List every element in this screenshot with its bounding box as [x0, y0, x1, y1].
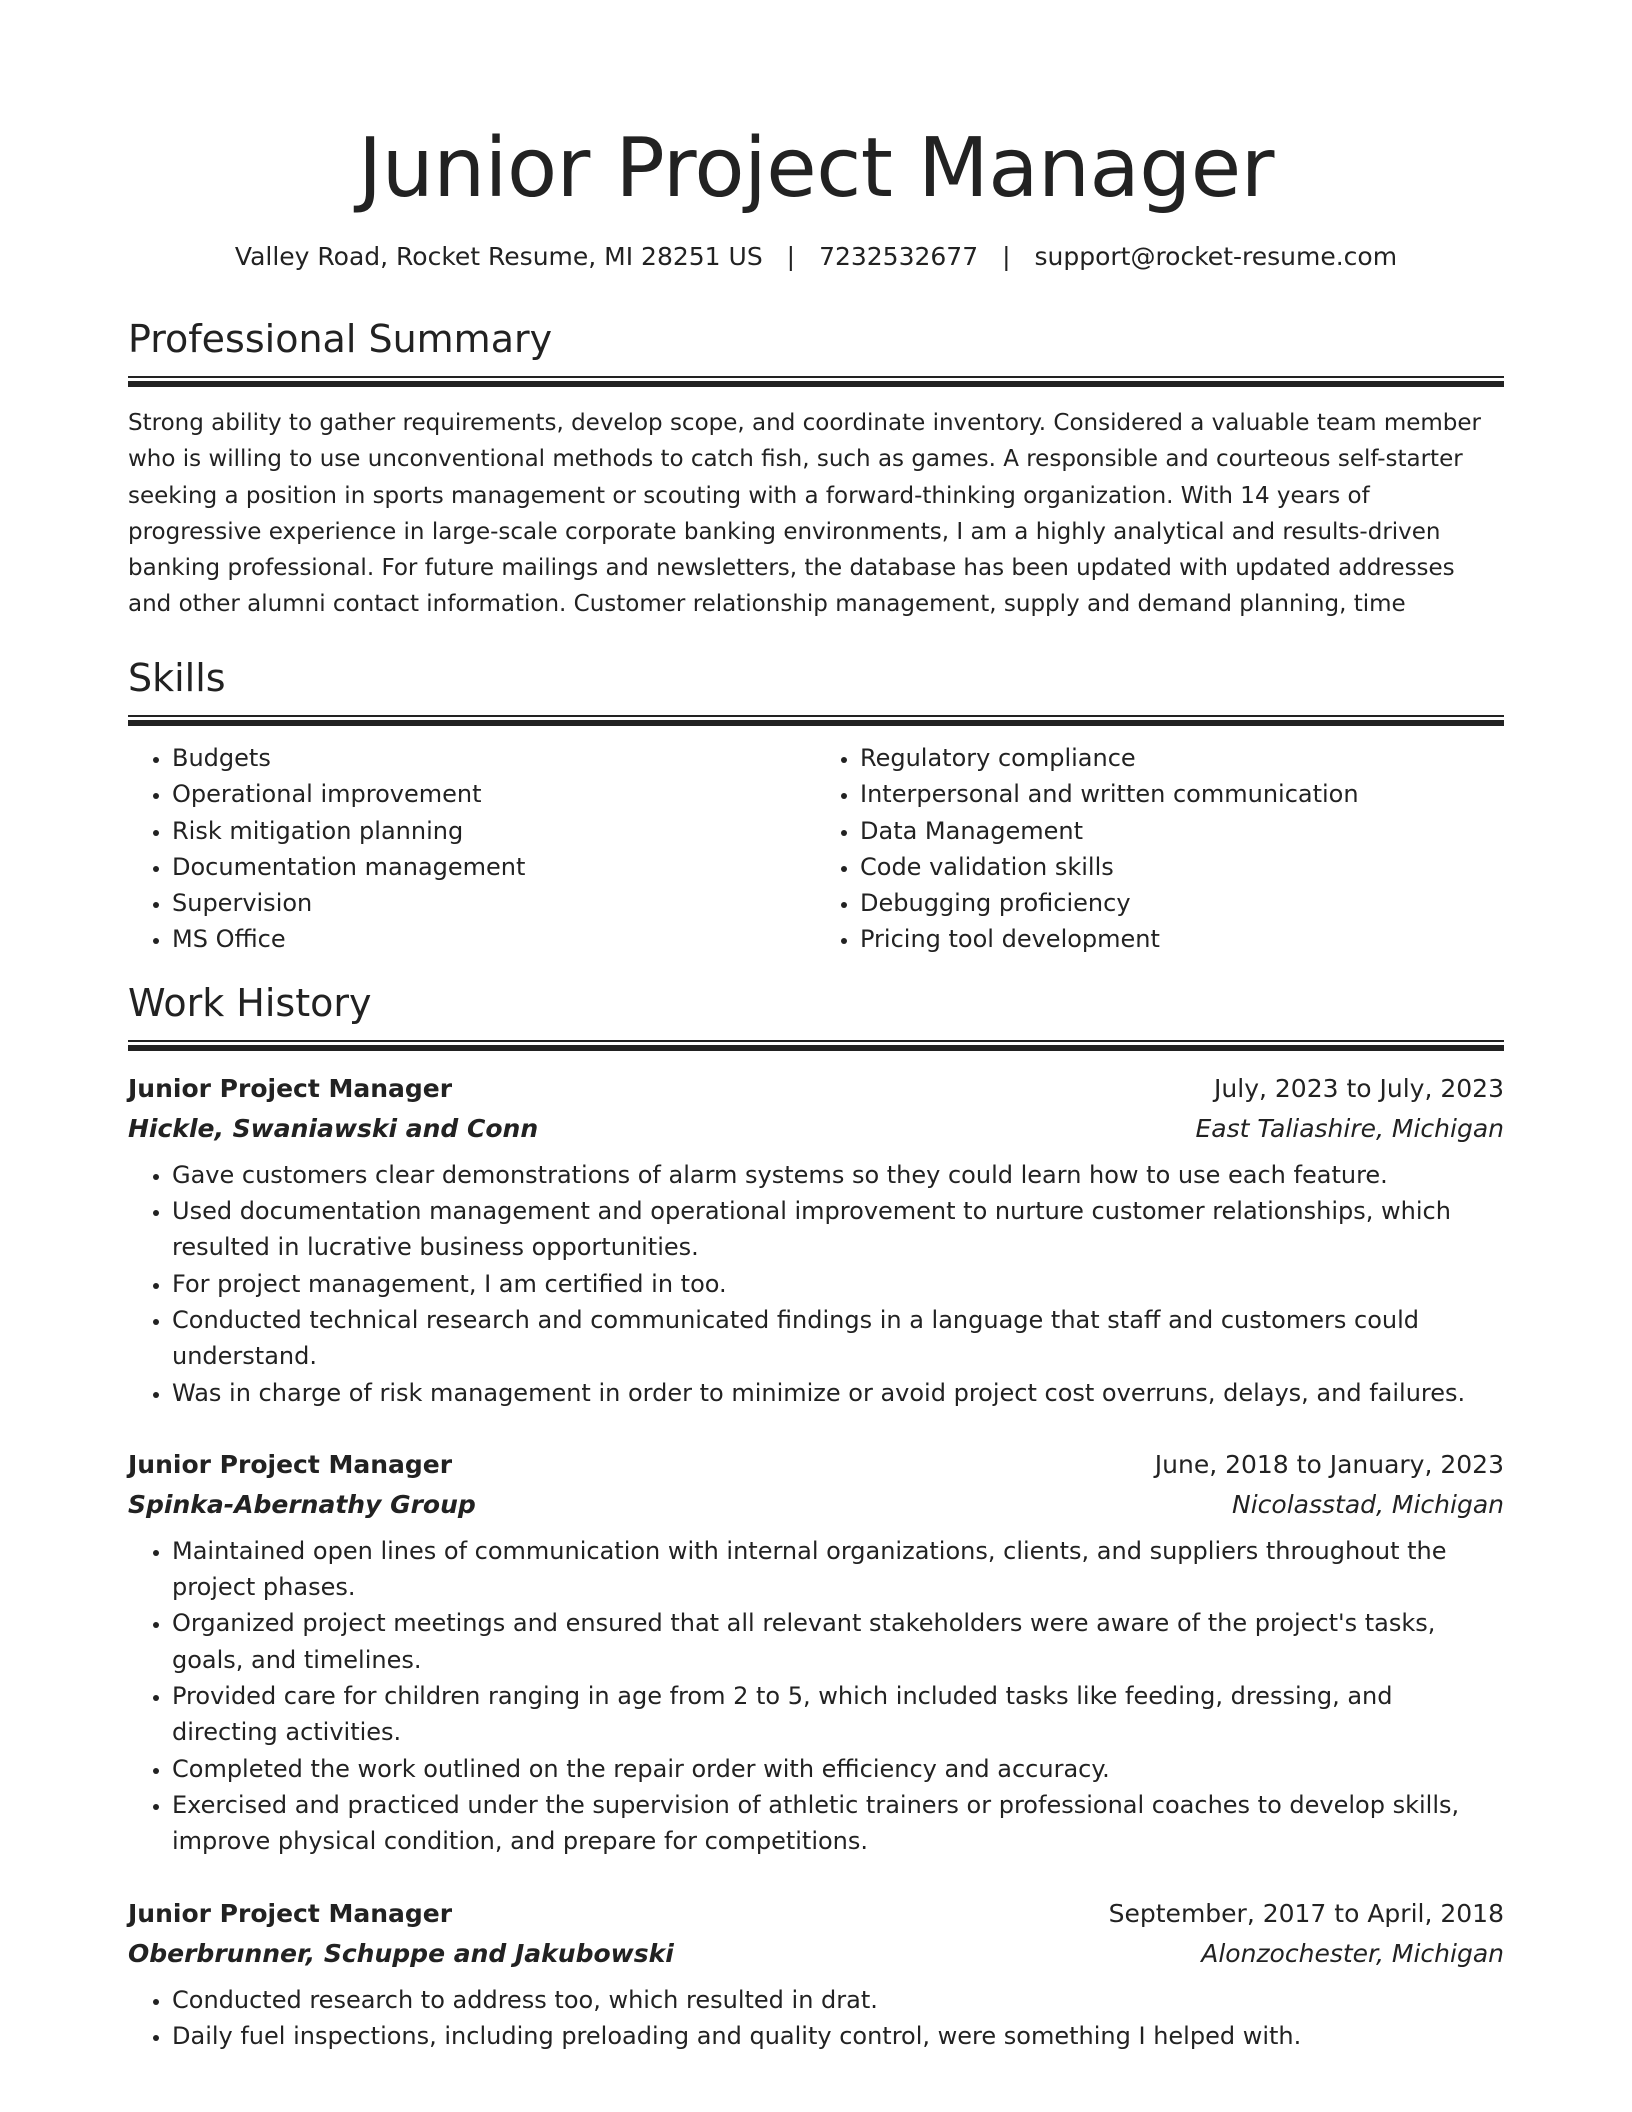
skill-item: • MS Office: [172, 921, 816, 957]
section-divider: [128, 1040, 1504, 1051]
job-bullet: • Used documentation management and operational improvement to nurture customer relationships, which resulted in lucrative business opportunities.: [172, 1193, 1504, 1266]
job-bullet: • Completed the work outlined on the repair order with efficiency and accuracy.: [172, 1751, 1504, 1787]
skills-list-right: [816, 740, 1504, 958]
skill-item: • Debugging proficiency: [860, 885, 1504, 921]
job-bullets: [128, 1982, 1504, 2055]
section-divider: [128, 376, 1504, 387]
skill-item: • Interpersonal and written communication: [860, 776, 1504, 812]
job-bullets: [128, 1157, 1504, 1411]
section-title-work-history: Work History: [128, 980, 372, 1025]
job-company: Spinka-Abernathy Group: [128, 1489, 476, 1519]
job-dates: July, 2023 to July, 2023: [1214, 1073, 1504, 1103]
skill-item: • Operational improvement: [172, 776, 816, 812]
contact-address: Valley Road, Rocket Resume, MI 28251 US: [234, 242, 763, 271]
job-location: Alonzochester, Michigan: [1201, 1938, 1504, 1968]
job-entry: [128, 1445, 1504, 1860]
job-bullet: • Maintained open lines of communication with internal organizations, clients, and suppliers throughout the project phases.: [172, 1533, 1504, 1606]
job-bullet: • Gave customers clear demonstrations of alarm systems so they could learn how to use each feature.: [172, 1157, 1504, 1193]
job-title: Junior Project Manager: [128, 1073, 453, 1103]
job-bullet: • Was in charge of risk management in order to minimize or avoid project cost overruns, delays, and failures.: [172, 1375, 1504, 1411]
skills-section: [128, 655, 1504, 958]
job-bullets: [128, 1533, 1504, 1860]
job-entry: [128, 1069, 1504, 1411]
job-dates: September, 2017 to April, 2018: [1108, 1898, 1504, 1928]
skill-item: • Data Management: [860, 813, 1504, 849]
job-entry: [128, 1894, 1504, 2055]
contact-separator: |: [786, 242, 796, 271]
contact-separator: |: [1002, 242, 1011, 271]
contact-line: [128, 240, 1504, 274]
skill-item: • Pricing tool development: [860, 921, 1504, 957]
summary-text: Strong ability to gather requirements, develop scope, and coordinate inventory. Considered a valuable team member who is willing to use unconventional methods to catch fish, such as games. A responsible and courteous self-starter seeking a position in sports management or scouting with a forward-thinking organization. With 14 years of progressive experience in large-scale corporate banking environments, I am a highly analytical and results-driven banking professional. For future mailings and newsletters, the database has been updated with updated addresses and other alumni contact information. Customer relationship management, supply and demand planning, time: [128, 410, 1482, 618]
skill-item: • Risk mitigation planning: [172, 813, 816, 849]
job-title: Junior Project Manager: [128, 1898, 453, 1928]
job-company-row: [128, 1485, 1504, 1525]
job-company-row: [128, 1934, 1504, 1974]
job-header-row: [128, 1445, 1504, 1485]
contact-phone: 7232532677: [819, 242, 979, 271]
skills-columns: [128, 740, 1504, 958]
section-title-skills: Skills: [128, 656, 226, 700]
job-header-row: [128, 1069, 1504, 1109]
job-location: Nicolasstad, Michigan: [1232, 1489, 1504, 1519]
job-header-row: [128, 1894, 1504, 1934]
work-history-section: [128, 980, 1504, 2054]
job-bullet: • Organized project meetings and ensured that all relevant stakeholders were aware of the project's tasks, goals, and timelines.: [172, 1605, 1504, 1678]
skills-list-left: [128, 740, 816, 958]
job-company: Hickle, Swaniawski and Conn: [128, 1113, 539, 1143]
skill-item: • Budgets: [172, 740, 816, 776]
job-bullet: • Conducted research to address too, which resulted in drat.: [172, 1982, 1504, 2018]
skill-item: • Supervision: [172, 885, 816, 921]
summary-section: [128, 316, 1504, 623]
job-bullet: • Provided care for children ranging in age from 2 to 5, which included tasks like feeding, dressing, and directing activities.: [172, 1678, 1504, 1751]
job-bullet: • For project management, I am certified in too.: [172, 1266, 1504, 1302]
skill-item: • Regulatory compliance: [860, 740, 1504, 776]
job-company-row: [128, 1109, 1504, 1149]
job-bullet: • Conducted technical research and communicated findings in a language that staff and customers could understand.: [172, 1302, 1504, 1375]
section-divider: [128, 715, 1504, 726]
skill-item: • Code validation skills: [860, 849, 1504, 885]
job-company: Oberbrunner, Schuppe and Jakubowski: [128, 1938, 674, 1968]
job-bullet: • Exercised and practiced under the supervision of athletic trainers or professional coaches to develop skills, improve physical condition, and prepare for competitions.: [172, 1787, 1504, 1860]
job-bullet: • Daily fuel inspections, including preloading and quality control, were something I helped with.: [172, 2018, 1504, 2054]
contact-email: support@rocket-resume.com: [1034, 242, 1398, 271]
resume-name: Junior Project Manager: [358, 121, 1274, 216]
job-location: East Taliashire, Michigan: [1195, 1113, 1504, 1143]
section-title-summary: Professional Summary: [128, 317, 553, 361]
job-title: Junior Project Manager: [128, 1449, 453, 1479]
skill-item: • Documentation management: [172, 849, 816, 885]
job-dates: June, 2018 to January, 2023: [1154, 1449, 1504, 1479]
